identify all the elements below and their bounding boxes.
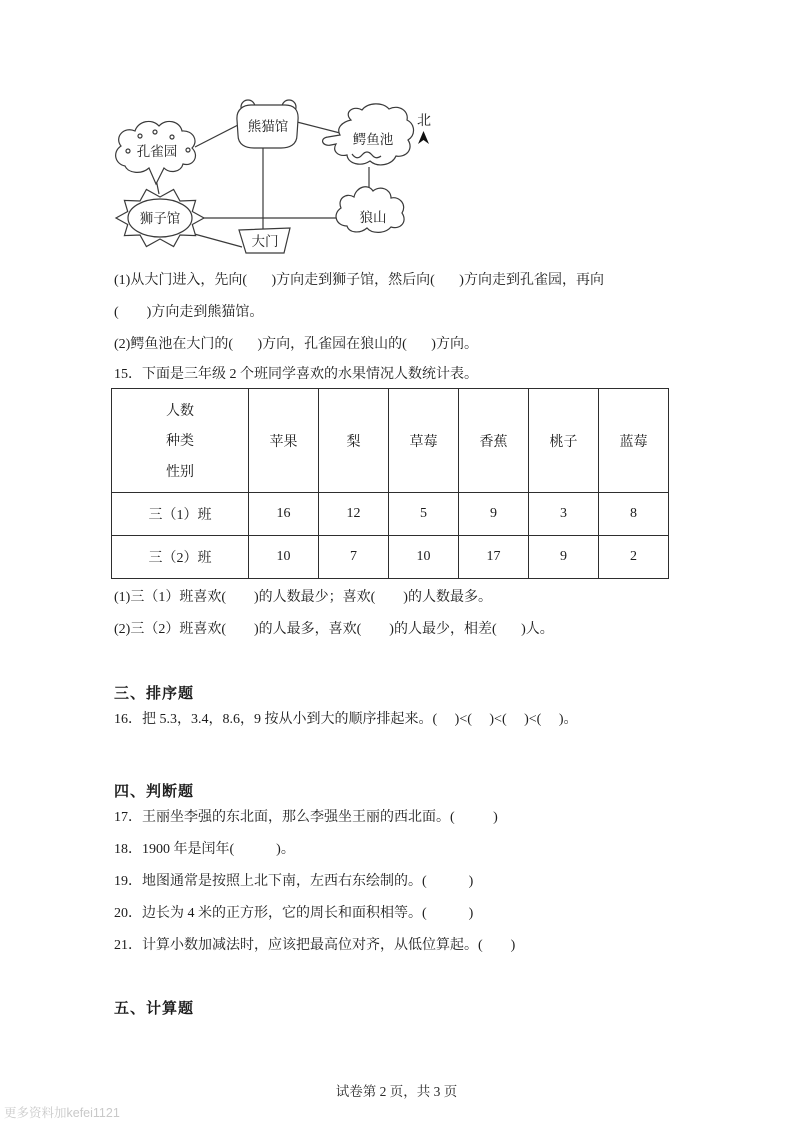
column-header-peach: 桃子 bbox=[529, 389, 599, 493]
row-label-class2: 三（2）班 bbox=[112, 536, 249, 579]
path-panda-crocodile bbox=[297, 122, 340, 133]
question-18: 18．1900 年是闰年( )。 bbox=[114, 842, 295, 857]
watermark-text: 更多资料加kefei1121 bbox=[4, 1106, 120, 1120]
gate-label: 大门 bbox=[251, 234, 279, 249]
question-14-part2: (2)鳄鱼池在大门的( )方向，孔雀园在狼山的( )方向。 bbox=[114, 337, 478, 352]
cell-class2-blueberry: 2 bbox=[599, 536, 669, 579]
cell-class1-banana: 9 bbox=[459, 493, 529, 536]
column-header-apple: 苹果 bbox=[249, 389, 319, 493]
row-label-class1: 三（1）班 bbox=[112, 493, 249, 536]
question-14-part1-line2: ( )方向走到熊猫馆。 bbox=[114, 305, 264, 320]
column-header-blueberry: 蓝莓 bbox=[599, 389, 669, 493]
zoo-map-figure bbox=[100, 95, 450, 265]
north-arrow-icon bbox=[418, 131, 429, 144]
corner-line-xingbie: 性别 bbox=[166, 465, 194, 481]
cell-class1-pear: 12 bbox=[319, 493, 389, 536]
section-title-sorting: 三、排序题 bbox=[114, 686, 195, 702]
cell-class2-banana: 17 bbox=[459, 536, 529, 579]
cell-class2-pear: 7 bbox=[319, 536, 389, 579]
cell-class1-blueberry: 8 bbox=[599, 493, 669, 536]
corner-line-renshu: 人数 bbox=[166, 403, 194, 419]
question-17: 17．王丽坐李强的东北面，那么李强坐王丽的西北面。( ) bbox=[114, 810, 498, 825]
crocodile-pool-label: 鳄鱼池 bbox=[352, 132, 394, 147]
panda-house-label: 熊猫馆 bbox=[247, 119, 289, 134]
column-header-banana: 香蕉 bbox=[459, 389, 529, 493]
table-header-row bbox=[112, 389, 669, 493]
path-peacock-panda bbox=[195, 125, 238, 147]
question-15-part2: (2)三（2）班喜欢( )的人最多，喜欢( )的人最少，相差( )人。 bbox=[114, 622, 554, 637]
question-14-part1-line1: (1)从大门进入，先向( )方向走到狮子馆，然后向( )方向走到孔雀园，再向 bbox=[114, 273, 604, 288]
corner-line-zhonglei: 种类 bbox=[166, 434, 194, 450]
section-title-calculation: 五、计算题 bbox=[114, 1001, 195, 1017]
cell-class2-strawberry: 10 bbox=[389, 536, 459, 579]
question-15-intro: 15．下面是三年级 2 个班同学喜欢的水果情况人数统计表。 bbox=[114, 367, 478, 382]
cell-class2-peach: 9 bbox=[529, 536, 599, 579]
question-20: 20．边长为 4 米的正方形，它的周长和面积相等。( ) bbox=[114, 906, 474, 921]
section-title-judgment: 四、判断题 bbox=[114, 784, 195, 800]
north-label: 北 bbox=[417, 114, 431, 129]
lion-house-label: 狮子馆 bbox=[139, 211, 181, 226]
fruit-statistics-table bbox=[111, 388, 669, 579]
table-row-class1 bbox=[112, 493, 669, 536]
question-16: 16．把 5.3，3.4，8.6，9 按从小到大的顺序排起来。( )<( )<( )<( )。 bbox=[114, 712, 578, 727]
cell-class1-peach: 3 bbox=[529, 493, 599, 536]
table-row-class2 bbox=[112, 536, 669, 579]
question-15-part1: (1)三（1）班喜欢( )的人数最少；喜欢( )的人数最多。 bbox=[114, 590, 492, 605]
column-header-strawberry: 草莓 bbox=[389, 389, 459, 493]
question-19: 19．地图通常是按照上北下南，左西右东绘制的。( ) bbox=[114, 874, 474, 889]
question-21: 21．计算小数加减法时，应该把最高位对齐，从低位算起。( ) bbox=[114, 938, 516, 953]
page-number-footer: 试卷第 2 页，共 3 页 bbox=[335, 1084, 458, 1099]
column-header-pear: 梨 bbox=[319, 389, 389, 493]
table-corner-cell bbox=[112, 389, 249, 493]
cell-class2-apple: 10 bbox=[249, 536, 319, 579]
peacock-garden-label: 孔雀园 bbox=[136, 144, 178, 159]
cell-class1-strawberry: 5 bbox=[389, 493, 459, 536]
cell-class1-apple: 16 bbox=[249, 493, 319, 536]
wolf-mountain-label: 狼山 bbox=[359, 210, 387, 225]
